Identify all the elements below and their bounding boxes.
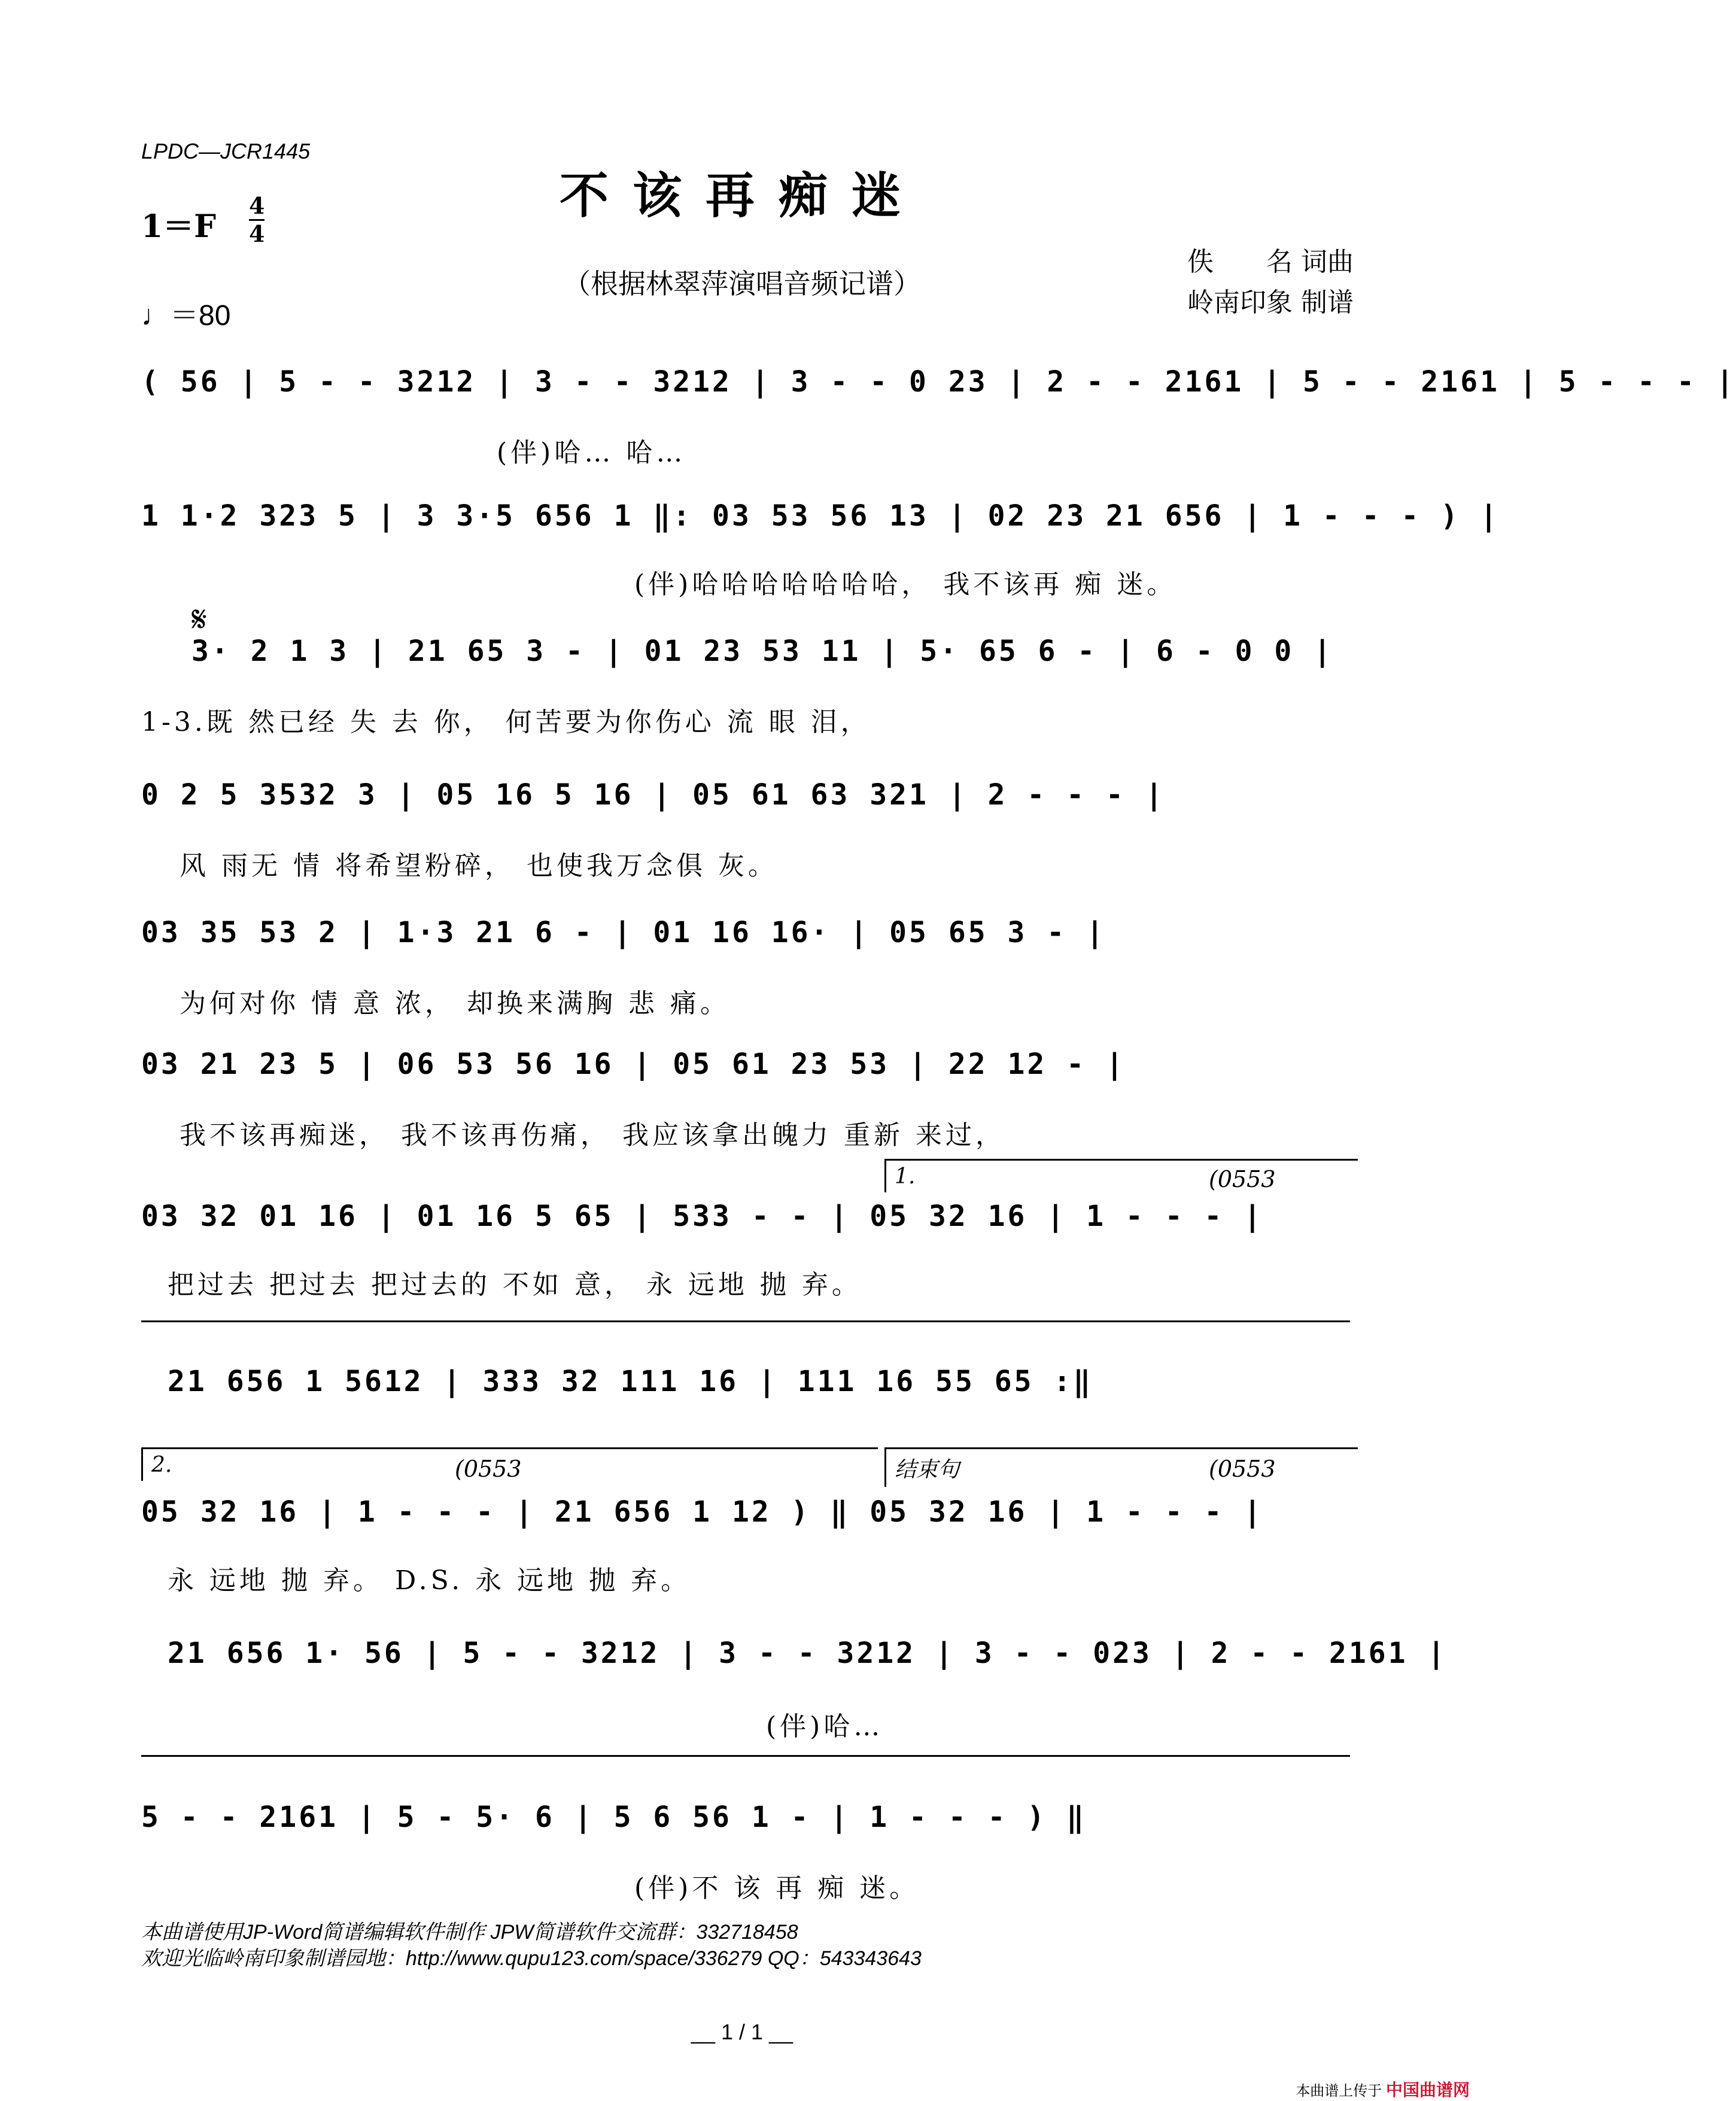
coda-label: 结束句 [895,1458,960,1482]
volta-2-label: 2. [151,1453,172,1477]
lyric-row-1: (伴)哈… 哈… [497,438,686,468]
lyric-row-2: (伴)哈哈哈哈哈哈哈， 我不该再 痴 迷。 [634,569,1177,600]
volta-1-bracket [884,1159,1358,1192]
notation-row-6: 03 21 23 5 | 06 53 56 16 | 05 61 23 53 | 22 12 - | [141,1048,1126,1081]
accompaniment-cue-3: (0553 [1209,1456,1276,1482]
page-number: __ 1 / 1 __ [691,2020,793,2044]
system-divider [141,1320,1350,1322]
footer-line-1: 本曲谱使用JP-Word简谱编辑软件制作 JPW简谱软件交流群：332718458 [141,1921,798,1944]
segno-sign: 𝄋 [191,599,207,640]
notation-row-3: 3· 2 1 3 | 21 65 3 - | 01 23 53 11 | 5· 65 6 - | 6 - 0 0 | [191,634,1334,668]
upload-note: 本曲谱上传于 [1296,2083,1382,2099]
notation-row-9: 05 32 16 | 1 - - - | 21 656 1 12 ) ‖ 05 32 16 | 1 - - - | [141,1495,1264,1529]
score-code: LPDC—JCR1445 [141,139,311,163]
song-title: 不该再痴迷 [559,167,925,224]
lyric-row-3: 1-3.既 然已经 失 去 你， 何苦要为你伤心 流 眼 泪， [141,707,871,737]
accompaniment-cue-2: (0553 [455,1456,522,1482]
key-signature: 1＝F [141,208,217,245]
notation-row-2: 1 1·2 323 5 | 3 3·5 656 1 ‖: 03 53 56 13 | 02 23 21 656 | 1 - - - ) | [141,499,1500,533]
notation-row-1: ( 56 | 5 - - 3212 | 3 - - 3212 | 3 - - 0 23 | 2 - - 2161 | 5 - - 2161 | 5 - - - | [141,365,1736,399]
lyric-row-10: (伴)哈… [766,1711,884,1742]
time-signature [249,193,264,247]
brand-logo-text: 中国曲谱网 [1385,2081,1470,2099]
notation-row-8: 21 656 1 5612 | 333 32 111 16 | 111 16 55 65 :‖ [168,1365,1093,1398]
footer-line-2: 欢迎光临岭南印象制谱园地：http://www.qupu123.com/space/336279 QQ：543343643 [141,1947,922,1970]
arranger-credit: 岭南印象 制谱 [1187,287,1354,318]
notation-row-7: 03 32 01 16 | 01 16 5 65 | 533 - - | 05 32 16 | 1 - - - | [141,1200,1264,1233]
system-divider-2 [141,1755,1350,1757]
time-top: 4 [249,192,265,219]
lyric-row-4: 风 雨无 情 将希望粉碎， 也使我万念俱 灰。 [180,851,778,881]
tempo-marking: ♩＝80 [141,300,231,332]
coda-bracket [884,1447,1358,1487]
notation-row-11: 5 - - 2161 | 5 - 5· 6 | 5 6 56 1 - | 1 - - - ) ‖ [141,1801,1087,1834]
lyric-row-9: 永 远地 抛 弃。 D.S. 永 远地 抛 弃。 [168,1565,691,1596]
lyric-row-11: (伴)不 该 再 痴 迷。 [634,1873,920,1903]
notation-row-4: 0 2 5 3532 3 | 05 16 5 16 | 05 61 63 321 | 2 - - - | [141,778,1165,812]
time-bottom: 4 [249,220,265,247]
volta-1-label: 1. [895,1164,916,1189]
lyric-row-6: 我不该再痴迷， 我不该再伤痛， 我应该拿出魄力 重新 来过， [180,1120,1005,1150]
credits [1187,242,1354,323]
notation-row-5: 03 35 53 2 | 1·3 21 6 - | 01 16 16· | 05 65 3 - | [141,916,1106,949]
song-subtitle: （根据林翠萍演唱音频记谱） [563,268,921,300]
site-brand [1296,2077,1470,2101]
lyric-row-5: 为何对你 情 意 浓， 却换来满胸 悲 痛。 [180,988,730,1019]
lyric-row-7: 把过去 把过去 把过去的 不如 意， 永 远地 抛 弃。 [168,1270,862,1300]
accompaniment-cue-1: (0553 [1209,1166,1276,1192]
composer-credit: 佚 名 词曲 [1187,247,1354,277]
notation-row-10: 21 656 1· 56 | 5 - - 3212 | 3 - - 3212 | 3 - - 023 | 2 - - 2161 | [168,1637,1448,1670]
